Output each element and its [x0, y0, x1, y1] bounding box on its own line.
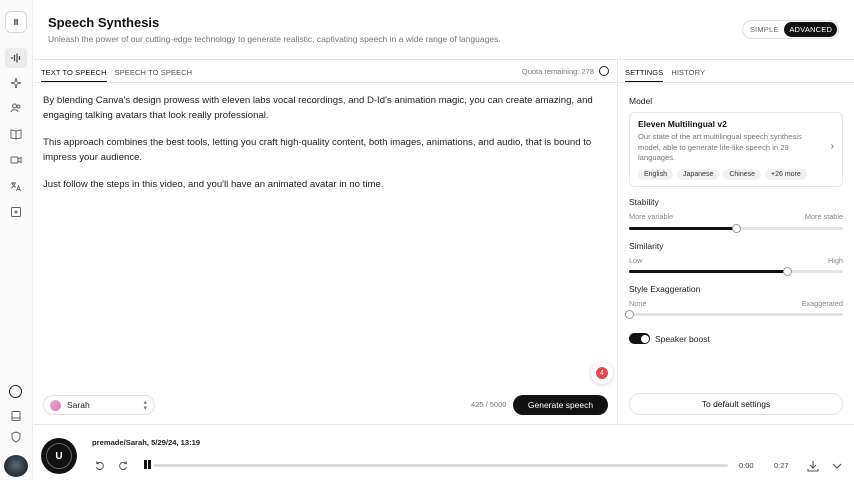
settings-tabs: [625, 60, 705, 82]
track-title: premade/Sarah, 5/29/24, 13:19: [92, 438, 201, 447]
chevron-updown-icon: ▴ ▾: [143, 399, 147, 412]
style-exaggeration-label: Style Exaggeration: [629, 284, 701, 294]
users-icon[interactable]: [7, 99, 25, 117]
grammar-badge-button[interactable]: [591, 362, 613, 384]
language-tag: Japanese: [677, 169, 719, 180]
tab-text-to-speech[interactable]: TEXT TO SPEECH: [41, 60, 107, 82]
quota-indicator: [522, 66, 609, 76]
library-icon[interactable]: [7, 407, 25, 425]
similarity-label: Similarity: [629, 241, 664, 251]
current-time: 0:00: [739, 461, 754, 470]
forward-icon[interactable]: [116, 459, 130, 471]
quota-label: Quota remaining: 278: [521, 66, 594, 76]
stability-label: Stability: [629, 197, 659, 207]
quota-ring-icon: [599, 66, 609, 76]
slider-thumb[interactable]: [625, 310, 634, 319]
voice-name: Sarah: [67, 400, 90, 410]
page-title: Speech Synthesis: [48, 15, 160, 30]
language-tags: [638, 169, 834, 180]
voice-select[interactable]: [43, 395, 155, 415]
mode-advanced-button[interactable]: ADVANCED: [784, 22, 837, 37]
text-paragraph: Just follow the steps in this video, and you'll have an animated avatar in no time.: [43, 179, 384, 190]
playback-progress-bar[interactable]: [154, 464, 728, 467]
slider-fill: [629, 270, 787, 273]
audio-player: [34, 424, 854, 480]
editor-tabs: [41, 60, 192, 82]
shield-icon[interactable]: [7, 428, 25, 446]
video-icon[interactable]: [7, 151, 25, 169]
cover-letter: U: [46, 443, 72, 469]
circle-icon[interactable]: [9, 385, 22, 398]
tab-speech-to-speech[interactable]: SPEECH TO SPEECH: [114, 68, 193, 77]
translate-icon[interactable]: [7, 177, 25, 195]
style-exaggeration-slider[interactable]: [629, 313, 843, 316]
language-tag-more: +26 more: [765, 169, 807, 180]
mode-simple-button[interactable]: SIMPLE: [749, 25, 779, 34]
badge-count: 4: [596, 367, 608, 379]
stability-min-label: More variable: [629, 212, 674, 221]
language-tag: Chinese: [723, 169, 761, 180]
character-count: 425 / 5000: [471, 400, 507, 409]
tab-settings[interactable]: SETTINGS: [625, 60, 663, 82]
slider-thumb[interactable]: [783, 267, 792, 276]
speaker-boost-label: Speaker boost: [655, 334, 710, 344]
default-settings-button[interactable]: To default settings: [629, 393, 843, 415]
speaker-boost-toggle[interactable]: [629, 333, 650, 344]
similarity-max-label: High: [827, 256, 843, 265]
language-tag: English: [638, 169, 673, 180]
tabs-divider: [619, 82, 854, 83]
left-rail: [0, 0, 33, 480]
track-cover: [41, 438, 77, 474]
slider-thumb[interactable]: [732, 224, 741, 233]
stability-range-labels: [629, 212, 843, 221]
sparkle-icon[interactable]: [7, 74, 25, 92]
tabs-divider: [34, 82, 618, 83]
rewind-icon[interactable]: [92, 459, 106, 471]
model-selector-card[interactable]: [629, 112, 843, 187]
stability-slider[interactable]: [629, 227, 843, 230]
similarity-slider[interactable]: [629, 270, 843, 273]
app-logo-button[interactable]: II: [5, 11, 27, 33]
editor-panel: [34, 59, 618, 424]
chevron-right-icon: ›: [830, 141, 834, 152]
tab-history[interactable]: HISTORY: [671, 68, 706, 77]
model-label: Model: [629, 96, 653, 106]
pause-icon[interactable]: [144, 460, 152, 469]
text-paragraph: This approach combines the best tools, letting you craft high-quality content, both images, animations, and audio, that is bound to impress your audience.: [43, 137, 592, 163]
mode-toggle: [742, 20, 839, 39]
download-icon[interactable]: [807, 459, 819, 471]
similarity-min-label: Low: [629, 256, 643, 265]
book-icon[interactable]: [7, 125, 25, 143]
slider-fill: [629, 227, 736, 230]
page-subtitle: Unleash the power of our cutting-edge technology to generate realistic, captivating speech in a wide range of languages.: [48, 34, 501, 44]
stability-max-label: More stable: [804, 212, 843, 221]
waveform-icon[interactable]: [5, 48, 27, 68]
style-range-labels: [629, 299, 843, 308]
text-paragraph: By blending Canva's design prowess with eleven labs vocal recordings, and D-Id's animation magic, you can create amazing, and engaging talking avatars that look really professional.: [43, 95, 593, 121]
style-min-label: None: [629, 299, 647, 308]
duration: 0:27: [774, 461, 789, 470]
toggle-knob: [641, 335, 649, 343]
text-input-area[interactable]: [43, 93, 609, 204]
chevron-down-icon[interactable]: [831, 459, 843, 471]
voice-avatar-icon: [50, 400, 61, 411]
model-description: Our state of the art multilingual speech synthesis model, able to generate life-like speech in 29 languages.: [638, 132, 802, 162]
settings-panel: [619, 59, 854, 424]
dub-icon[interactable]: [7, 203, 25, 221]
generate-speech-button[interactable]: Generate speech: [513, 395, 608, 415]
similarity-range-labels: [629, 256, 843, 265]
user-avatar[interactable]: [4, 455, 28, 477]
style-max-label: Exaggerated: [801, 299, 843, 308]
model-name: Eleven Multilingual v2: [638, 119, 727, 129]
